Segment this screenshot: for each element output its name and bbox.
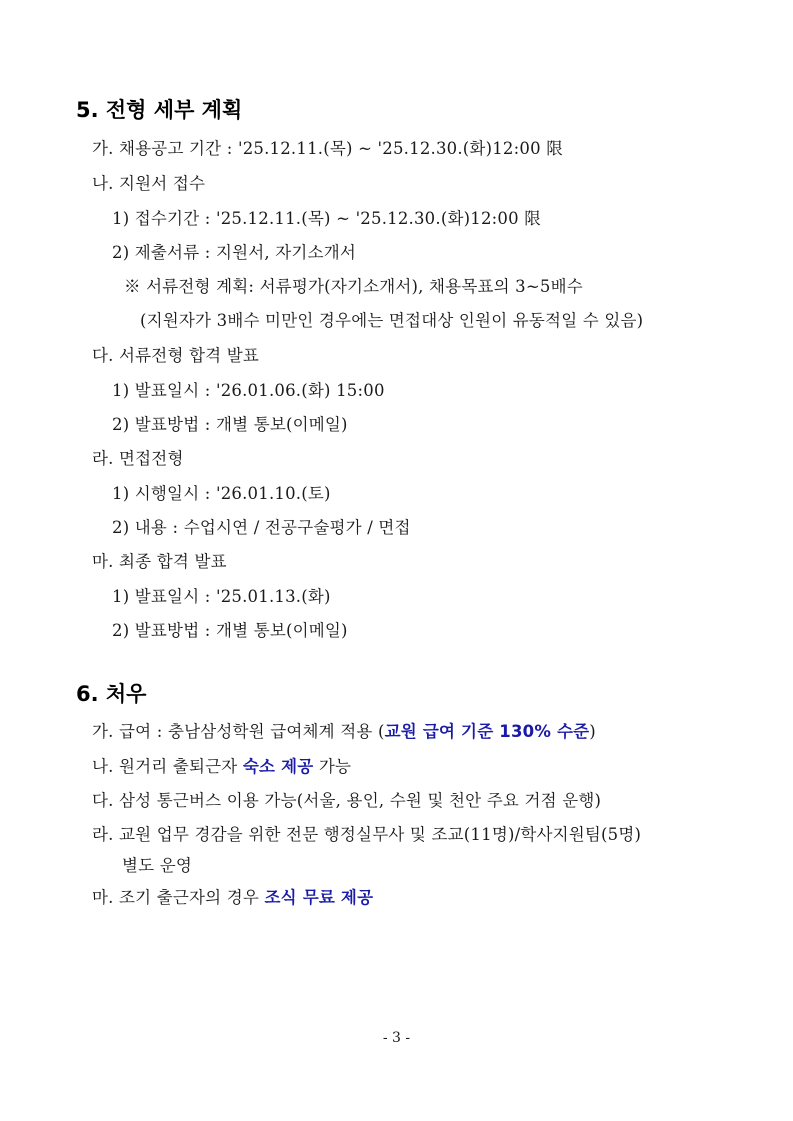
item-5-a-recruitment-period: 가. 채용공고 기간 : '25.12.11.(목) ~ '25.12.30.(화)12:00 限 — [92, 139, 563, 158]
salary-highlight: 교원 급여 기준 130% 수준 — [384, 722, 590, 741]
item-6-d-admin-support-continued: 별도 운영 — [122, 856, 193, 875]
item-5-d-2-interview-content: 2) 내용 : 수업시연 / 전공구술평가 / 면접 — [112, 518, 411, 537]
section-6-heading: 6. 처우 — [76, 682, 147, 706]
item-5-c-1-announce-date: 1) 발표일시 : '26.01.06.(화) 15:00 — [112, 381, 385, 400]
page-number: - 3 - — [382, 1030, 411, 1046]
item-6-a-salary — [92, 718, 596, 742]
housing-highlight: 숙소 제공 — [242, 757, 314, 776]
item-6-e-breakfast — [92, 884, 373, 908]
item-5-b-application: 나. 지원서 접수 — [92, 174, 206, 193]
item-5-c-document-results: 다. 서류전형 합격 발표 — [92, 346, 260, 365]
item-5-b-2-documents: 2) 제출서류 : 지원서, 자기소개서 — [112, 243, 356, 262]
item-5-e-2-final-method: 2) 발표방법 : 개별 통보(이메일) — [112, 621, 348, 640]
item-6-d-admin-support: 라. 교원 업무 경감을 위한 전문 행정실무사 및 조교(11명)/학사지원팀(5명) — [92, 825, 642, 844]
salary-close: ) — [589, 722, 596, 741]
item-5-e-final-results: 마. 최종 합격 발표 — [92, 552, 227, 571]
item-5-d-interview: 라. 면접전형 — [92, 449, 184, 468]
item-6-c-commuter-bus: 다. 삼성 통근버스 이용 가능(서울, 용인, 수원 및 천안 주요 거점 운행) — [92, 791, 602, 810]
item-5-e-1-final-date: 1) 발표일시 : '25.01.13.(화) — [112, 587, 331, 606]
item-5-d-1-interview-date: 1) 시행일시 : '26.01.10.(토) — [112, 484, 331, 503]
salary-text: 가. 급여 : 충남삼성학원 급여체계 적용 ( — [92, 722, 385, 741]
housing-suffix: 가능 — [313, 757, 352, 776]
breakfast-highlight: 조식 무료 제공 — [264, 888, 374, 907]
housing-text: 나. 원거리 출퇴근자 — [92, 757, 243, 776]
item-5-b-1-application-period: 1) 접수기간 : '25.12.11.(목) ~ '25.12.30.(화)12:00 限 — [112, 209, 541, 228]
note-screening-detail: (지원자가 3배수 미만인 경우에는 면접대상 인원이 유동적일 수 있음) — [140, 311, 644, 330]
item-5-c-2-announce-method: 2) 발표방법 : 개별 통보(이메일) — [112, 415, 348, 434]
breakfast-text: 마. 조기 출근자의 경우 — [92, 888, 265, 907]
item-6-b-housing — [92, 753, 351, 777]
note-screening-plan: ※ 서류전형 계획: 서류평가(자기소개서), 채용목표의 3~5배수 — [124, 277, 583, 296]
section-5-heading: 5. 전형 세부 계획 — [76, 98, 243, 122]
